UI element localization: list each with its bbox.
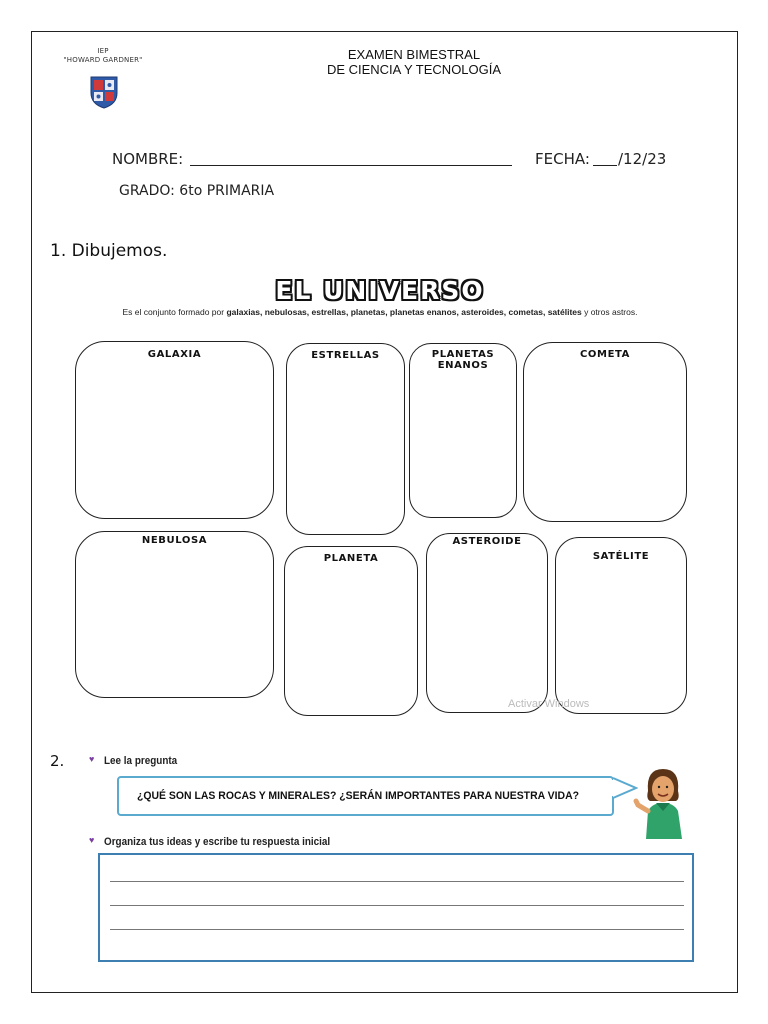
student-character-icon [632, 765, 694, 839]
universe-description [70, 307, 690, 317]
box-cometa[interactable] [523, 342, 687, 522]
box-planeta-label: PLANETA [323, 553, 379, 564]
exam-title-line-2: DE CIENCIA Y TECNOLOGÍA [326, 62, 502, 77]
universe-desc-suffix: y otros astros. [581, 307, 638, 317]
box-nebulosa-label: NEBULOSA [141, 535, 208, 546]
heart-bullet-icon: ♥ [89, 835, 95, 845]
box-estrellas-label: ESTRELLAS [311, 350, 380, 361]
answer-line[interactable] [110, 881, 684, 882]
answer-box[interactable] [98, 853, 694, 962]
step-2-text: Organiza tus ideas y escribe tu respuesta inicial [104, 836, 331, 848]
box-cometa-label: COMETA [579, 349, 630, 360]
box-planetas-enanos[interactable] [409, 343, 517, 518]
answer-line[interactable] [110, 905, 684, 906]
box-galaxia[interactable] [75, 341, 274, 519]
step-1-text: Lee la pregunta [104, 755, 178, 767]
box-planetas-enanos-label [410, 349, 516, 371]
universe-heading: EL UNIVERSO [275, 276, 485, 305]
universe-desc-prefix: Es el conjunto formado por [122, 307, 227, 317]
box-planeta[interactable] [284, 546, 418, 716]
school-name [48, 47, 158, 65]
date-value: /12/23 [618, 150, 667, 168]
box-galaxia-label: GALAXIA [147, 349, 202, 360]
universe-desc-bold: galaxias, nebulosas, estrellas, planetas, planetas enanos, asteroides, cometas, satélites [226, 307, 582, 317]
box-satelite[interactable] [555, 537, 687, 714]
name-line[interactable] [190, 165, 512, 166]
windows-watermark: Activar Windows [508, 698, 590, 710]
question-1-label: 1. Dibujemos. [50, 241, 168, 261]
box-asteroide[interactable] [426, 533, 548, 713]
box-satelite-label: SATÉLITE [592, 551, 650, 562]
date-day-line[interactable] [593, 165, 617, 166]
question-text: ¿QUÉ SON LAS ROCAS Y MINERALES? ¿SERÁN IMPORTANTES PARA NUESTRA VIDA? [137, 790, 580, 802]
box-planetas-enanos-line-1: PLANETAS [431, 349, 495, 360]
date-label: FECHA: [535, 150, 590, 168]
question-2-number: 2. [50, 752, 65, 770]
box-planetas-enanos-line-2: ENANOS [437, 360, 489, 371]
exam-title [230, 47, 598, 77]
box-asteroide-label: ASTEROIDE [452, 536, 522, 547]
box-nebulosa[interactable] [75, 531, 274, 698]
box-estrellas[interactable] [286, 343, 405, 535]
school-line-1: IEP [97, 47, 109, 55]
grade-text: GRADO: 6to PRIMARIA [119, 183, 275, 199]
name-label: NOMBRE: [112, 150, 184, 168]
school-line-2: "HOWARD GARDNER" [63, 56, 143, 64]
heart-bullet-icon: ♥ [89, 754, 95, 764]
answer-line[interactable] [110, 929, 684, 930]
school-crest-icon [89, 75, 119, 109]
exam-title-line-1: EXAMEN BIMESTRAL [347, 47, 481, 62]
